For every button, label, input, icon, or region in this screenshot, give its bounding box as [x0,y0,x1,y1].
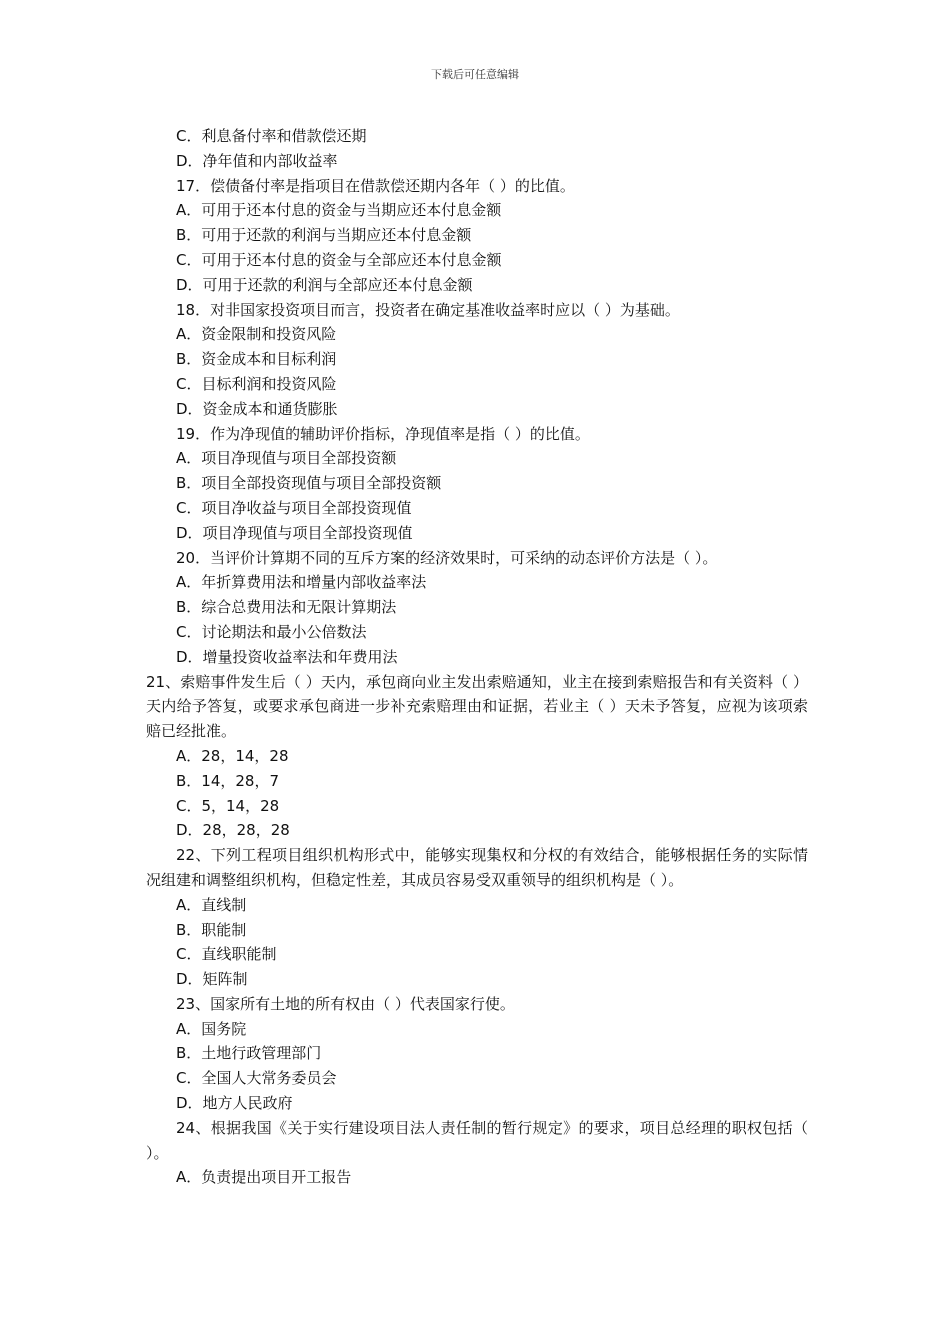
option-line: D．可用于还款的利润与全部应还本付息金额 [176,275,473,294]
option-line: A．28，14，28 [176,746,289,765]
option-line: D．增量投资收益率法和年费用法 [176,647,398,666]
option-line: C．全国人大常务委员会 [176,1069,337,1088]
option-line: D．资金成本和通货膨胀 [176,399,338,418]
option-line: A．资金限制和投资风险 [176,325,337,344]
text-line: D．净年值和内部收益率 [176,151,338,170]
option-line: B．职能制 [176,920,247,939]
question-paragraph: 24、根据我国《关于实行建设项目法人责任制的暂行规定》的要求，项目总经理的职权包括（ ）。 [146,1118,808,1162]
question-line: 19．作为净现值的辅助评价指标，净现值率是指（ ）的比值。 [176,424,590,443]
option-line: A．直线制 [176,895,247,914]
option-line: D．项目净现值与项目全部投资现值 [176,523,413,542]
question-line: 23、国家所有土地的所有权由（ ）代表国家行使。 [176,994,515,1013]
question-line: 20．当评价计算期不同的互斥方案的经济效果时，可采纳的动态评价方法是（ ）。 [176,548,718,567]
page-header-note: 下载后可任意编辑 [431,68,519,81]
option-line: C．项目净收益与项目全部投资现值 [176,498,412,517]
option-line: B．资金成本和目标利润 [176,350,337,369]
option-line: B．可用于还款的利润与当期应还本付息金额 [176,226,472,245]
question-paragraph: 21、索赔事件发生后（ ）天内，承包商向业主发出索赔通知，业主在接到索赔报告和有关资料（ ）天内给予答复，或要求承包商进一步补充索赔理由和证据，若业主（ ）天未予答复，应视为该项索赔已经批准。 [146,672,808,741]
option-line: C．讨论期法和最小公倍数法 [176,622,367,641]
question-line: 17．偿债备付率是指项目在借款偿还期内各年（ ）的比值。 [176,176,575,195]
option-line: B．项目全部投资现值与项目全部投资额 [176,474,442,493]
option-line: B．综合总费用法和无限计算期法 [176,598,397,617]
option-line: A．可用于还本付息的资金与当期应还本付息金额 [176,201,502,220]
option-line: C．5，14，28 [176,796,280,815]
document-body [146,124,808,1190]
option-line: A．国务院 [176,1019,247,1038]
option-line: D．28，28，28 [176,821,290,840]
option-line: D．矩阵制 [176,970,248,989]
option-line: A．负责提出项目开工报告 [176,1168,352,1187]
option-line: A．项目净现值与项目全部投资额 [176,449,397,468]
option-line: C．可用于还本付息的资金与全部应还本付息金额 [176,250,502,269]
option-line: C．直线职能制 [176,945,277,964]
option-line: C．目标利润和投资风险 [176,374,337,393]
option-line: A．年折算费用法和增量内部收益率法 [176,573,427,592]
question-paragraph: 22、下列工程项目组织机构形式中，能够实现集权和分权的有效结合，能够根据任务的实际情况组建和调整组织机构，但稳定性差，其成员容易受双重领导的组织机构是（ ）。 [146,846,808,889]
question-line: 18．对非国家投资项目而言，投资者在确定基准收益率时应以（ ）为基础。 [176,300,680,319]
text-line: C．利息备付率和借款偿还期 [176,127,367,145]
option-line: B．14，28，7 [176,771,280,790]
option-line: B．土地行政管理部门 [176,1044,322,1063]
option-line: D．地方人民政府 [176,1094,293,1113]
